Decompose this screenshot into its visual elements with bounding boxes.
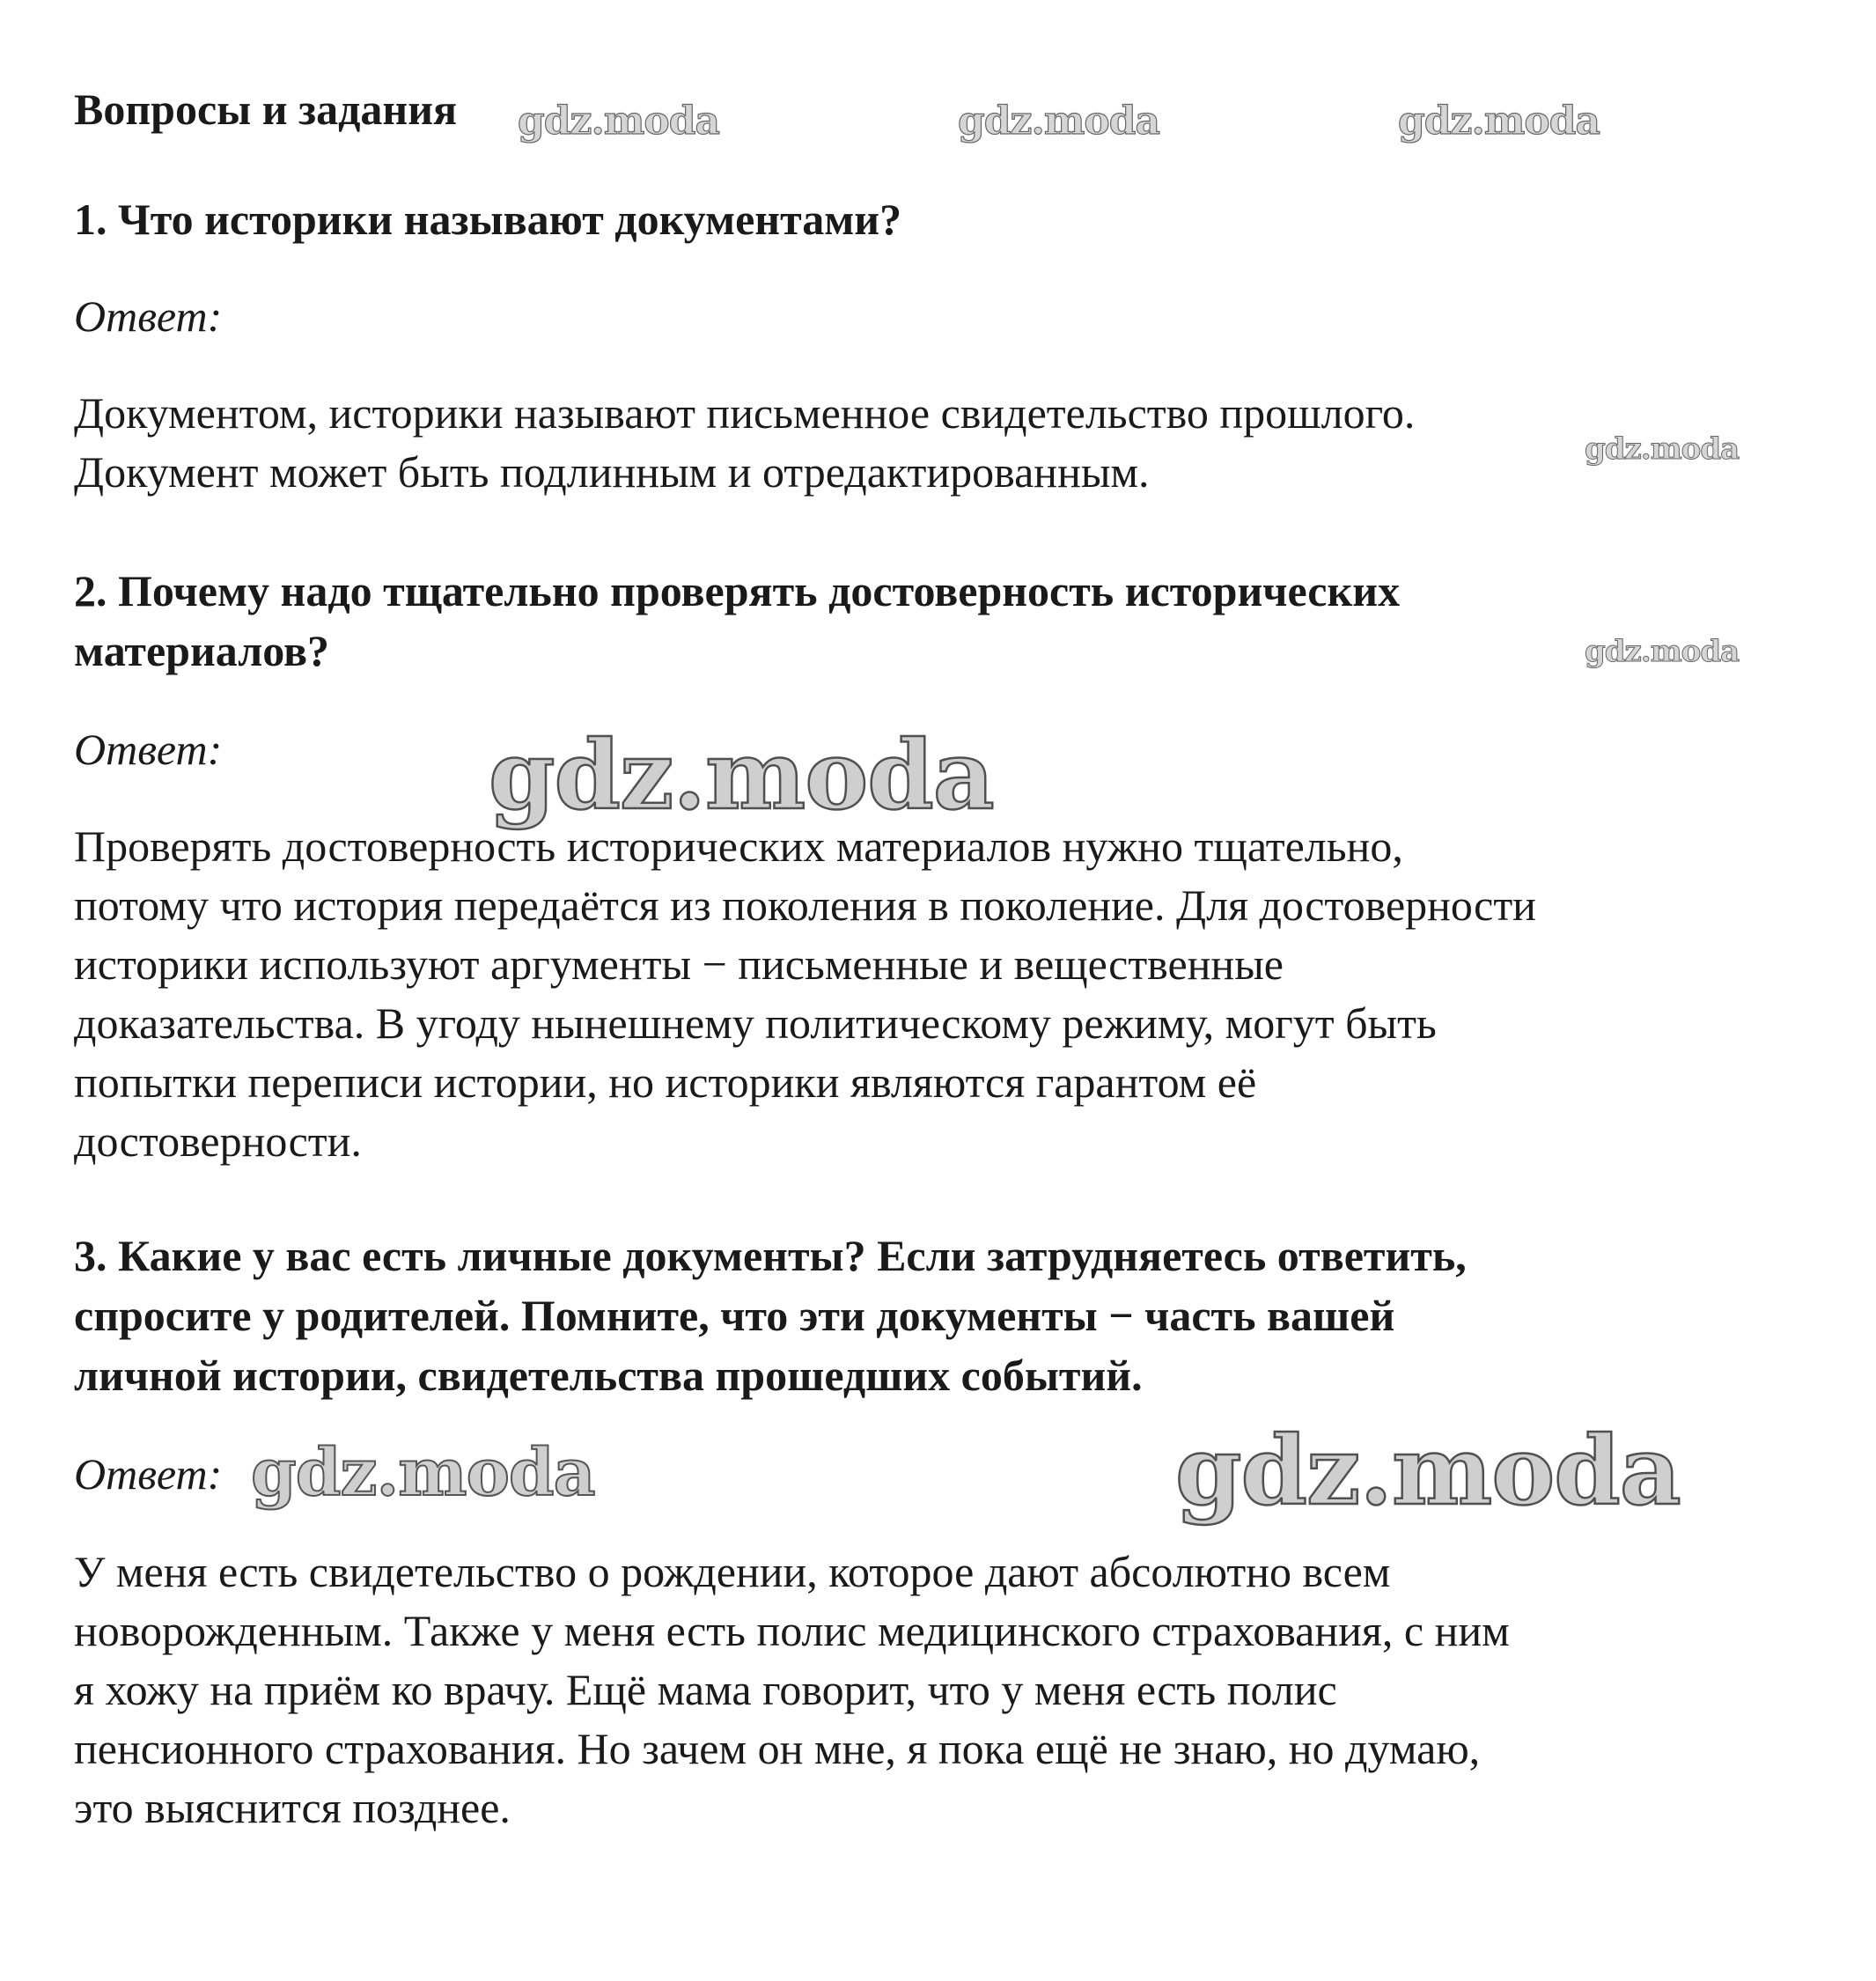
watermark-text: gdz.moda (1585, 634, 1740, 669)
question-3-line: личной истории, свидетельства прошедших событий. (74, 1351, 1143, 1400)
answer-1-label: Ответ: (74, 291, 223, 341)
question-1-line: 1. Что историки называют документами? (74, 195, 902, 244)
watermark-text: gdz.moda (1585, 431, 1740, 467)
answer-2-line: попытки переписи истории, но историки являются гарантом её (74, 1057, 1257, 1107)
watermark-text: gdz.moda (251, 1435, 595, 1511)
watermark-text: gdz.moda (489, 720, 994, 831)
watermark-text: gdz.moda (518, 99, 720, 144)
question-3 (74, 1226, 1799, 1405)
watermark-text: gdz.moda (1175, 1416, 1681, 1527)
answer-2-line: Проверять достоверность исторических материалов нужно тщательно, (74, 821, 1403, 871)
question-2-line: 2. Почему надо тщательно проверять достоверность исторических (74, 566, 1401, 615)
answer-3-text (74, 1543, 1835, 1837)
watermark-text: gdz.moda (958, 99, 1160, 144)
answer-2-line: доказательства. В угоду нынешнему политическому режиму, могут быть (74, 998, 1437, 1048)
answer-3-line: это выяснится позднее. (74, 1783, 511, 1832)
answer-3-label: Ответ: (74, 1449, 223, 1499)
watermark-text: gdz.moda (1398, 99, 1600, 144)
answer-1-text (74, 384, 1835, 502)
answer-3-line: пенсионного страхования. Но зачем он мне, я пока ещё не знаю, но думаю, (74, 1724, 1481, 1773)
answer-2-line: историки используют аргументы − письменные и вещественные (74, 939, 1284, 989)
section-heading: Вопросы и задания (74, 85, 458, 134)
answer-2-line: достоверности. (74, 1116, 362, 1166)
answer-2-text (74, 817, 1835, 1171)
answer-2-line: потому что история передаётся из поколения в поколение. Для достоверности (74, 880, 1536, 930)
answer-1-line: Документом, историки называют письменное свидетельство прошлого. (74, 388, 1416, 438)
question-2 (74, 561, 1799, 681)
question-3-line: 3. Какие у вас есть личные документы? Если затрудняетесь ответить, (74, 1231, 1467, 1280)
question-2-line: материалов? (74, 626, 330, 675)
question-1 (74, 189, 1799, 249)
answer-3-line: я хожу на приём ко врачу. Ещё мама говорит, что у меня есть полис (74, 1665, 1337, 1714)
answer-2-label: Ответ: (74, 725, 223, 774)
answer-3-line: новорожденным. Также у меня есть полис медицинского страхования, с ним (74, 1606, 1510, 1655)
answer-3-line: У меня есть свидетельство о рождении, которое дают абсолютно всем (74, 1547, 1391, 1596)
answer-1-line: Документ может быть подлинным и отредактированным. (74, 447, 1150, 497)
question-3-line: спросите у родителей. Помните, что эти документы − часть вашей (74, 1291, 1395, 1340)
